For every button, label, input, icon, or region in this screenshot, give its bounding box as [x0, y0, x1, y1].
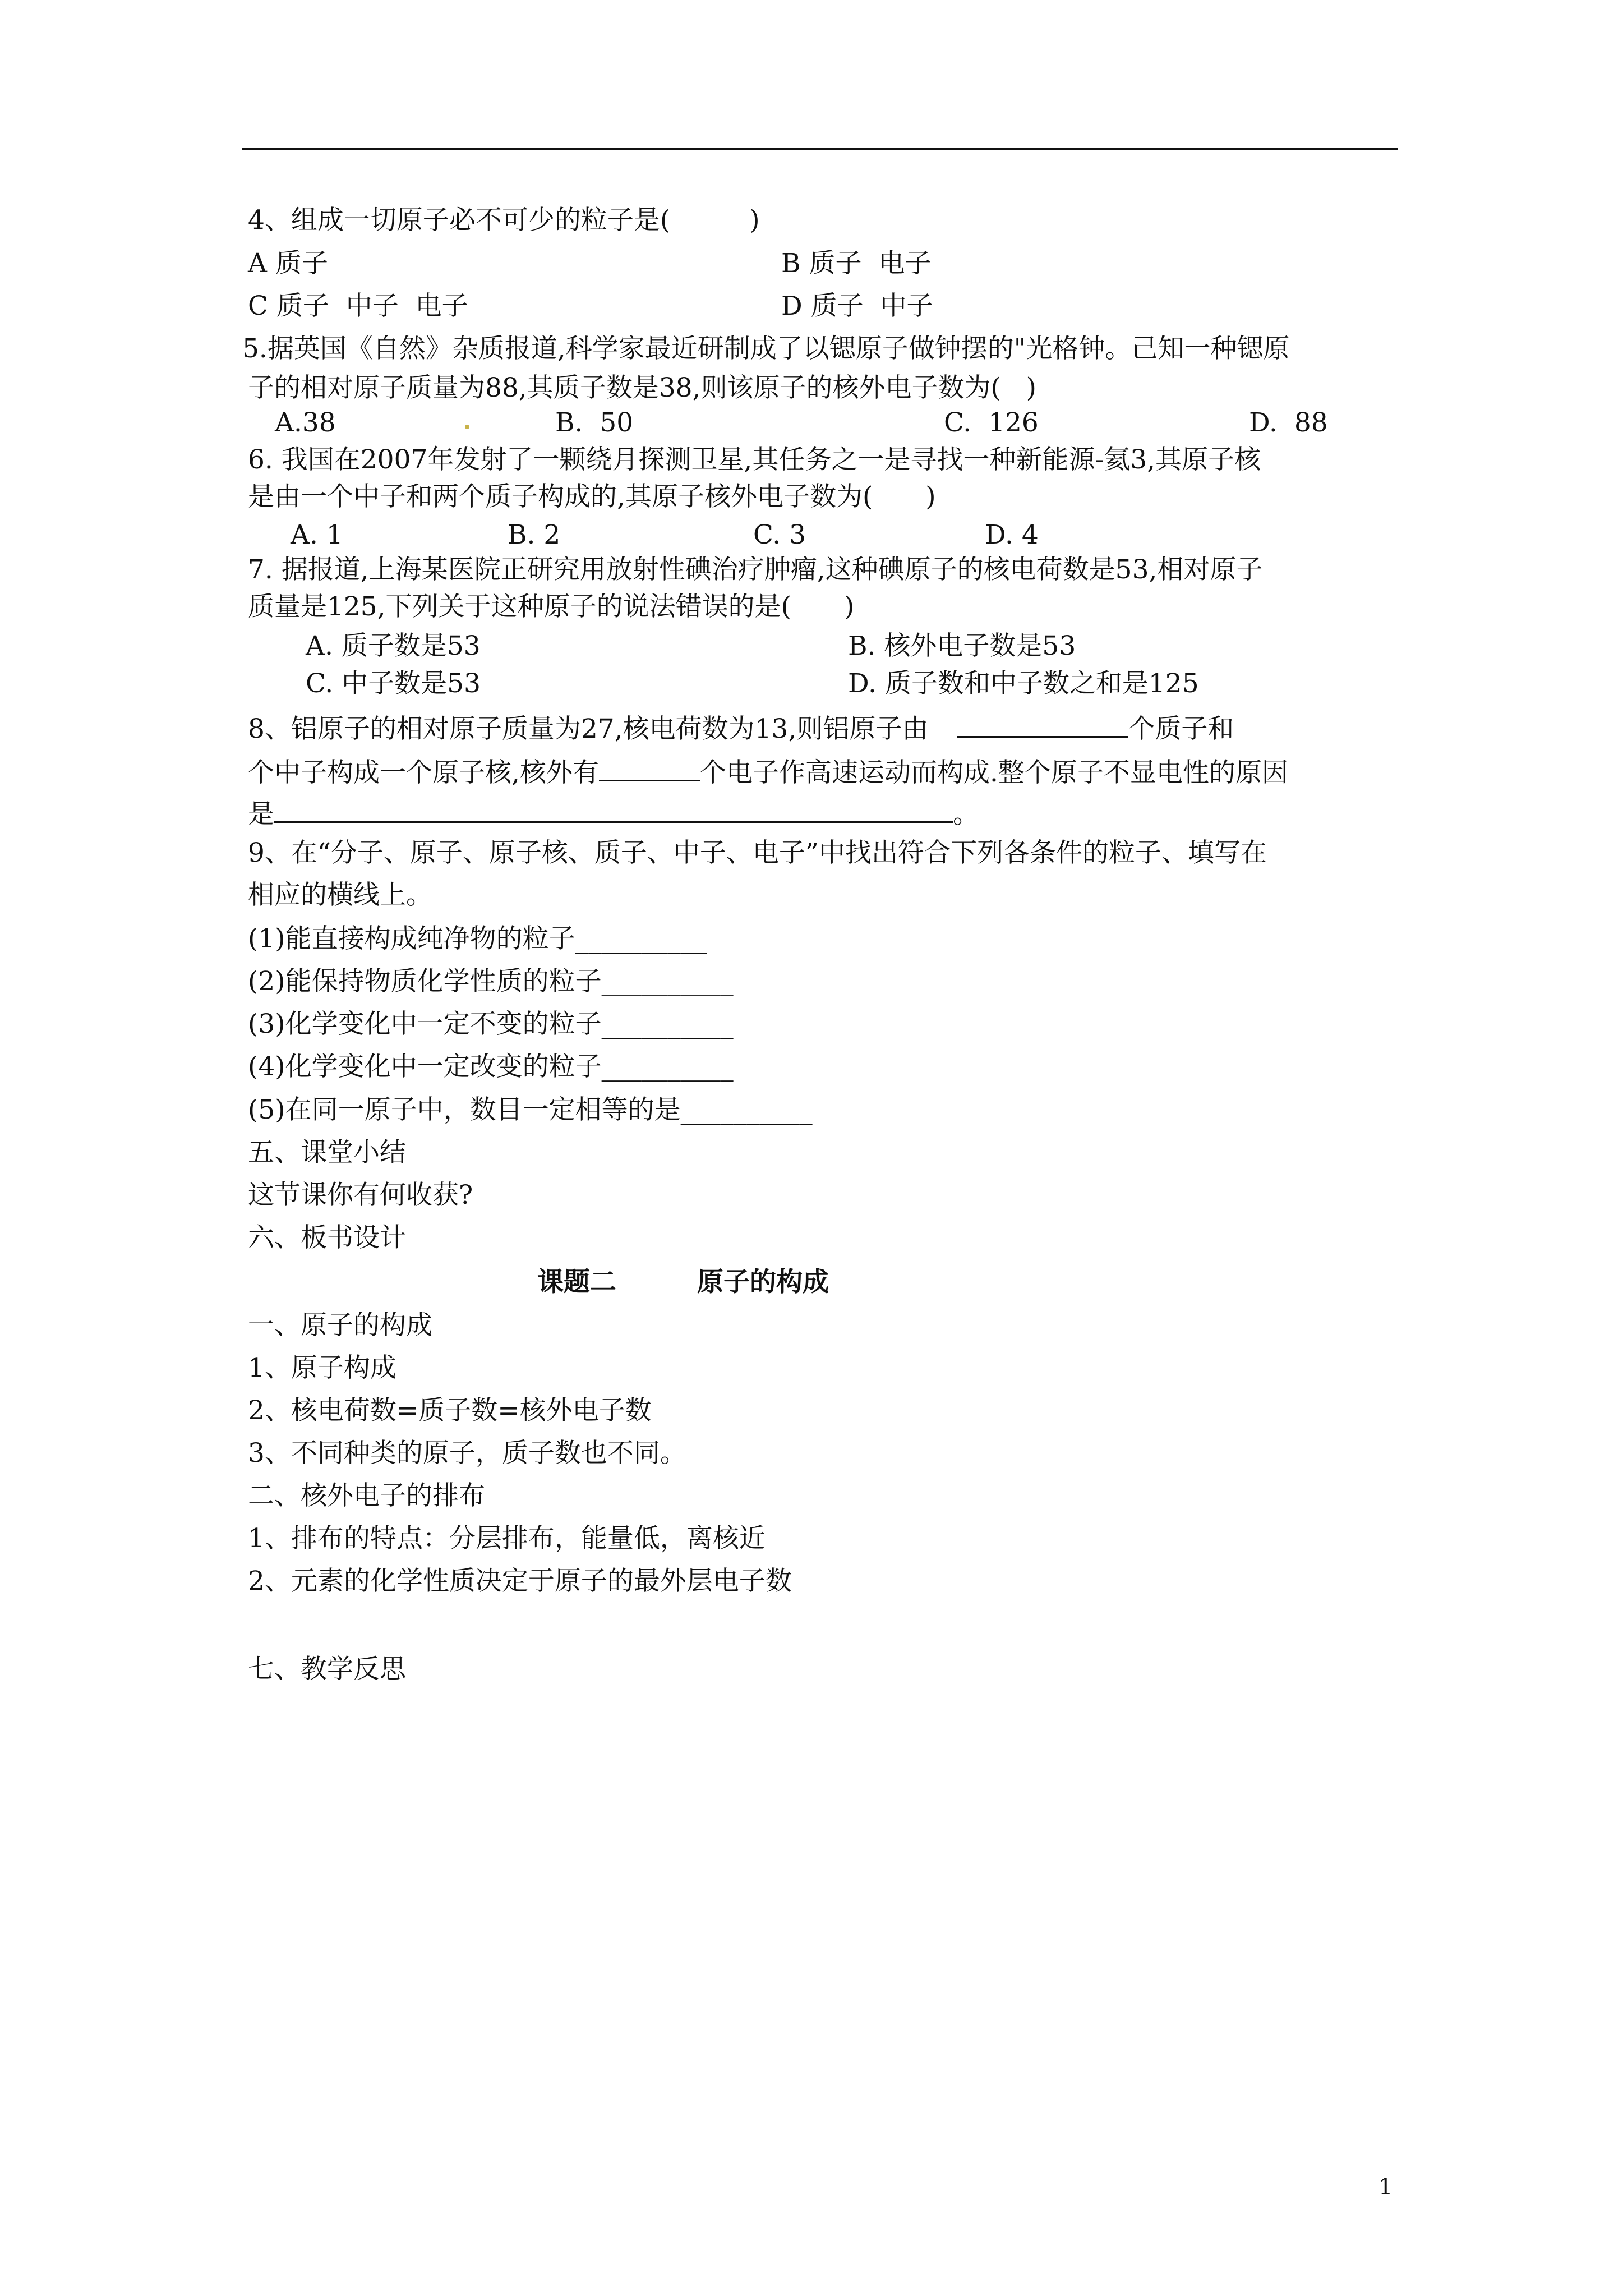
q6-option-d: D. 4: [985, 519, 1039, 550]
stray-dot: [465, 425, 469, 429]
q8-line3: [248, 797, 979, 830]
q8-line1-tail: 个质子和: [1128, 714, 1234, 744]
q8-line3-text: 是: [248, 799, 274, 830]
q6-option-b: B. 2: [508, 519, 561, 550]
q8-line1: [248, 711, 1234, 742]
board-section-1: 一、原子的构成: [248, 1310, 432, 1341]
q6-option-a: A. 1: [291, 519, 343, 550]
q7-option-d: D. 质子数和中子数之和是125: [848, 668, 1199, 699]
q8-line2: [248, 755, 1288, 786]
q8-line2-text: 个中子构成一个原子核,核外有: [248, 757, 599, 788]
q9-line2: 相应的横线上。: [248, 880, 432, 910]
q5-option-a: A.38: [275, 407, 336, 438]
board-section-1-item-2: 2、核电荷数=质子数=核外电子数: [248, 1395, 652, 1426]
q5-line1: 5.据英国《自然》杂质报道,科学家最近研制成了以锶原子做钟摆的"光格钟。己知一种锶原: [242, 333, 1290, 364]
q4-option-d: D 质子 中子: [781, 291, 933, 321]
board-section-2-item-1: 1、排布的特点：分层排布，能量低，离核近: [248, 1523, 766, 1554]
q4-stem: 4、组成一切原子必不可少的粒子是( ): [248, 205, 760, 236]
q9-line1: 9、在“分子、原子、原子核、质子、中子、电子”中找出符合下列各条件的粒子、填写在: [248, 838, 1267, 868]
q5-option-d: D. 88: [1249, 407, 1328, 438]
summary-title: 五、课堂小结: [248, 1137, 406, 1168]
q9-item-3: (3)化学变化中一定不变的粒子__________: [248, 1009, 734, 1039]
q4-option-c: C 质子 中子 电子: [248, 291, 468, 321]
q8-blank-electrons[interactable]: [599, 755, 700, 781]
reflection-title: 七、教学反思: [248, 1654, 406, 1685]
q7-option-b: B. 核外电子数是53: [848, 631, 1076, 661]
q5-option-b: B. 50: [555, 407, 634, 438]
q8-blank-protons[interactable]: [957, 711, 1128, 738]
board-heading-right: 原子的构成: [697, 1267, 829, 1297]
q8-blank-reason[interactable]: [274, 797, 953, 823]
q7-line1: 7. 据报道,上海某医院正研究用放射性碘治疗肿瘤,这种碘原子的核电荷数是53,相对原子: [248, 554, 1263, 585]
q4-option-a: A 质子: [248, 248, 328, 279]
q6-line2: 是由一个中子和两个质子构成的,其原子核外电子数为( ): [248, 481, 936, 512]
q4-option-b: B 质子 电子: [781, 248, 932, 279]
q8-line3-tail: 。: [953, 799, 979, 830]
page-number: 1: [1378, 2174, 1393, 2200]
board-heading-left: 课题二: [537, 1267, 616, 1297]
q5-line2: 子的相对原子质量为88,其质子数是38,则该原子的核外电子数为( ): [248, 372, 1036, 403]
q8-line1-text: 8、铝原子的相对原子质量为27,核电荷数为13,则铝原子由: [248, 714, 929, 744]
q6-option-c: C. 3: [753, 519, 806, 550]
board-title: 六、板书设计: [248, 1222, 406, 1253]
q7-line2: 质量是125,下列关于这种原子的说法错误的是( ): [248, 591, 855, 622]
q9-item-2: (2)能保持物质化学性质的粒子__________: [248, 966, 734, 997]
q5-option-c: C. 126: [944, 407, 1039, 438]
q9-item-1: (1)能直接构成纯净物的粒子__________: [248, 923, 707, 954]
q6-line1: 6. 我国在2007年发射了一颗绕月探测卫星,其任务之一是寻找一种新能源-氦3,其原子核: [248, 444, 1261, 475]
board-section-1-item-1: 1、原子构成: [248, 1352, 396, 1383]
summary-question: 这节课你有何收获?: [248, 1180, 473, 1211]
board-section-2-item-2: 2、元素的化学性质决定于原子的最外层电子数: [248, 1566, 792, 1596]
q7-option-a: A. 质子数是53: [306, 631, 481, 661]
header-rule: [242, 148, 1398, 150]
q7-option-c: C. 中子数是53: [306, 668, 481, 699]
q8-line2-tail: 个电子作高速运动而构成.整个原子不显电性的原因: [699, 757, 1288, 788]
q9-item-5: (5)在同一原子中，数目一定相等的是__________: [248, 1094, 813, 1125]
q9-item-4: (4)化学变化中一定改变的粒子__________: [248, 1051, 734, 1082]
board-section-1-item-3: 3、不同种类的原子，质子数也不同。: [248, 1438, 686, 1469]
board-section-2: 二、核外电子的排布: [248, 1480, 485, 1511]
